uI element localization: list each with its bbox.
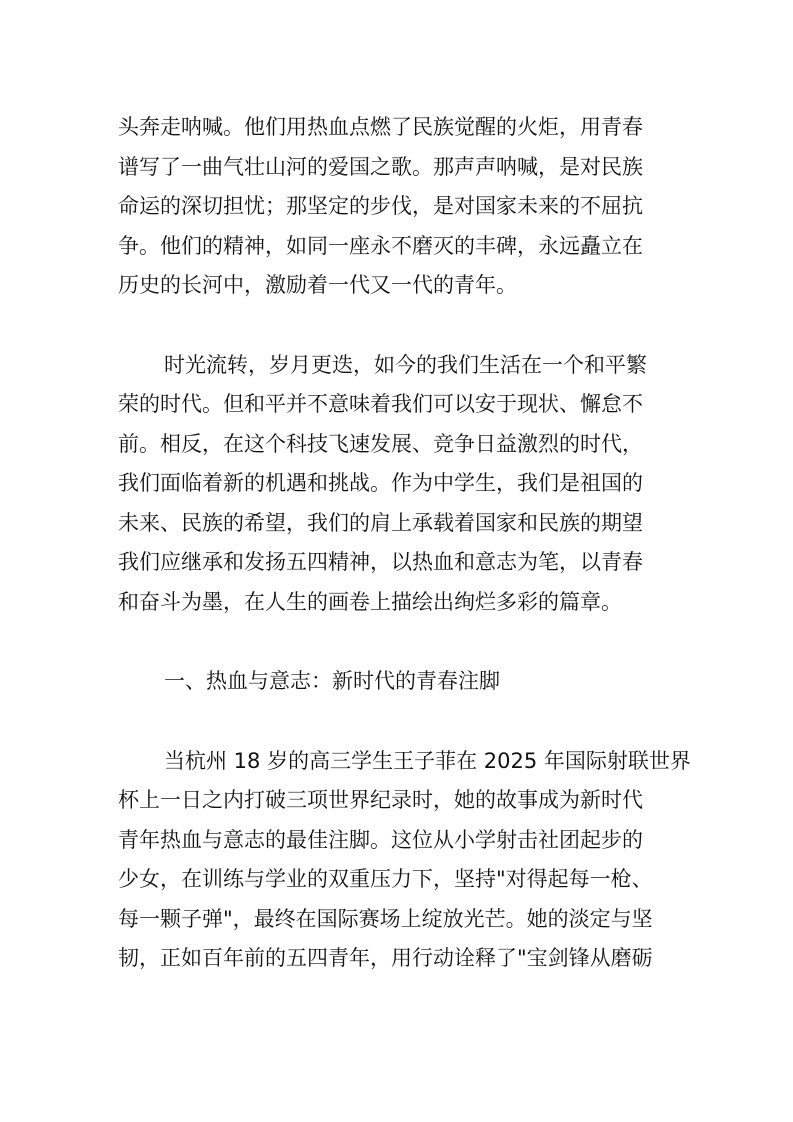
paragraph-line: 每一颗子弹"，最终在国际赛场上绽放光芒。她的淡定与坚: [118, 906, 653, 931]
paragraph-line: 杯上一日之内打破三项世界纪录时，她的故事成为新时代: [118, 788, 643, 812]
paragraph-line: 命运的深切担忧；那坚定的步伐，是对国家未来的不屈抗: [118, 194, 643, 218]
paragraph-spacer: [118, 622, 678, 662]
paragraph-line: 我们面临着新的机遇和挑战。作为中学生，我们是祖国的: [118, 471, 643, 495]
paragraph-line: 荣的时代。但和平并不意味着我们可以安于现状、懈怠不: [118, 392, 643, 416]
paragraph-2: [118, 346, 678, 623]
document-body: [118, 108, 691, 979]
paragraph-line: 未来、民族的希望，我们的肩上承载着国家和民族的期望: [118, 510, 643, 535]
paragraph-spacer: [118, 306, 678, 346]
paragraph-line: 青年热血与意志的最佳注脚。这位从小学射击社团起步的: [118, 827, 643, 852]
section-heading-text: 一、热血与意志：新时代的青春注脚: [164, 669, 500, 693]
paragraph-3: [118, 742, 691, 979]
paragraph-line: 头奔走呐喊。他们用热血点燃了民族觉醒的火炬，用青春: [118, 115, 643, 139]
paragraph-spacer: [118, 702, 678, 742]
paragraph-line: 少女，在训练与学业的双重压力下，坚持"对得起每一枪、: [118, 867, 653, 891]
paragraph-line: 时光流转，岁月更迭，如今的我们生活在一个和平繁: [164, 352, 647, 377]
paragraph-line: 争。他们的精神，如同一座永不磨灭的丰碑，永远矗立在: [118, 233, 643, 258]
paragraph-line: 我们应继承和发扬五四精神，以热血和意志为笔，以青春: [118, 550, 643, 574]
paragraph-line: 当杭州 18 岁的高三学生王子菲在 2025 年国际射联世界: [164, 748, 691, 773]
section-heading: [118, 662, 678, 702]
paragraph-line: 前。相反，在这个科技飞速发展、竞争日益激烈的时代，: [118, 431, 643, 456]
paragraph-line: 历史的长河中，激励着一代又一代的青年。: [118, 273, 517, 297]
paragraph-line: 谱写了一曲气壮山河的爱国之歌。那声声呐喊，是对民族: [118, 154, 643, 179]
paragraph-line: 和奋斗为墨，在人生的画卷上描绘出绚烂多彩的篇章。: [118, 589, 622, 614]
paragraph-1: [118, 108, 678, 306]
paragraph-line: 韧，正如百年前的五四青年，用行动诠释了"宝剑锋从磨砺: [118, 946, 653, 970]
